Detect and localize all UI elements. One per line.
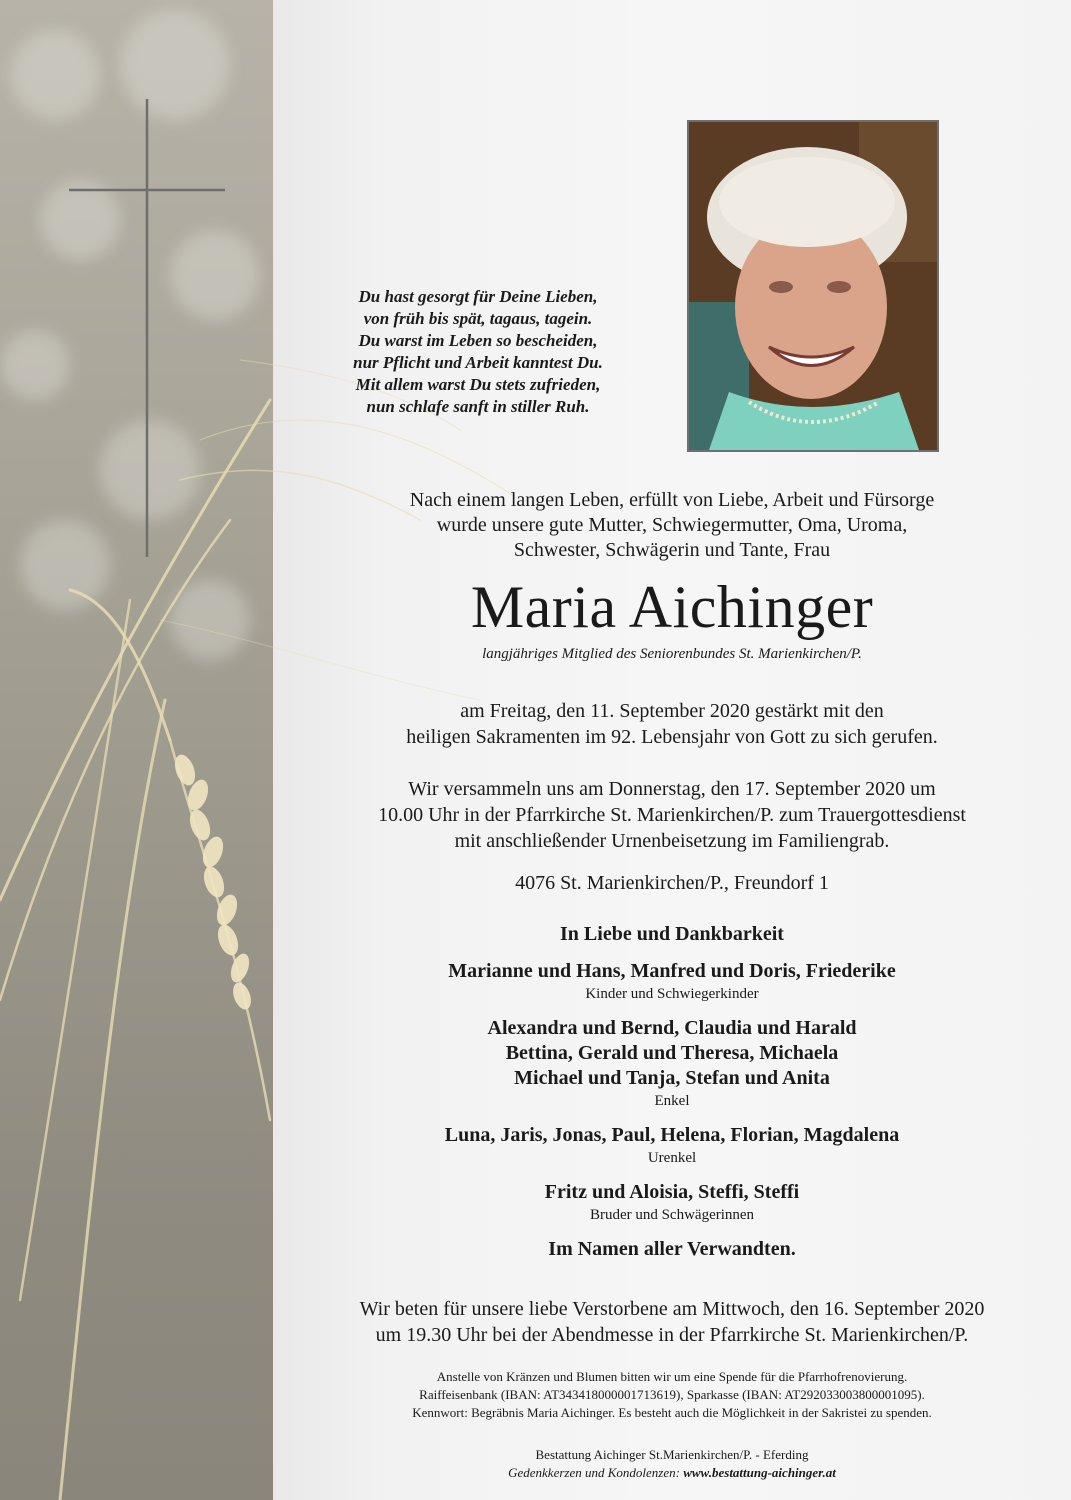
siblings-role: Bruder und Schwägerinnen xyxy=(589,1207,755,1223)
portrait-photo xyxy=(687,120,939,452)
prayer-line: um 19.30 Uhr bei der Abendmesse in der Pfarrkirche St. Marienkirchen/P. xyxy=(375,1324,969,1346)
prayer-line: Wir beten für unsere liebe Verstorbene am Mittwoch, den 16. September 2020 xyxy=(359,1298,985,1320)
intro-line: wurde unsere gute Mutter, Schwiegermutter, Oma, Uroma, xyxy=(436,514,908,536)
mourners-heading: In Liebe und Dankbarkeit xyxy=(560,923,784,945)
funeral-home-name: Bestattung Aichinger St.Marienkirchen/P. - Eferding xyxy=(535,1447,809,1462)
donation-line: Anstelle von Kränzen und Blumen bitten wir um eine Spende für die Pfarrhofrenovierung. xyxy=(436,1369,908,1384)
condolence-label: Gedenkkerzen und Kondolenzen: xyxy=(508,1465,680,1480)
donation-line: Kennwort: Begräbnis Maria Aichinger. Es besteht auch die Möglichkeit in der Sakristei zu spenden. xyxy=(412,1405,932,1420)
poem-line: Du warst im Leben so bescheiden, xyxy=(358,331,598,350)
card-background xyxy=(273,0,1071,1500)
grandchildren-role: Enkel xyxy=(654,1093,690,1109)
memorial-poem xyxy=(300,286,656,418)
poem-line: Mit allem warst Du stets zufrieden, xyxy=(355,375,601,394)
funeral-line: 10.00 Uhr in der Pfarrkirche St. Marienkirchen/P. zum Trauergottesdienst xyxy=(378,804,966,826)
death-notice xyxy=(273,698,1071,750)
website-link[interactable]: www.bestattung-aichinger.at xyxy=(683,1465,836,1480)
donation-note xyxy=(273,1368,1071,1422)
children-names: Marianne und Hans, Manfred und Doris, Friederike xyxy=(448,960,896,982)
poem-line: nur Pflicht und Arbeit kanntest Du. xyxy=(353,353,603,372)
great-grandchildren-role: Urenkel xyxy=(647,1150,697,1166)
address: 4076 St. Marienkirchen/P., Freundorf 1 xyxy=(515,872,829,894)
deceased-name: Maria Aichinger xyxy=(470,574,874,640)
children-role: Kinder und Schwiegerkinder xyxy=(585,986,759,1002)
grandchildren-names: Bettina, Gerald und Theresa, Michaela xyxy=(505,1042,839,1064)
intro-text xyxy=(273,488,1071,563)
death-line: heiligen Sakramenten im 92. Lebensjahr von Gott zu sich gerufen. xyxy=(406,726,938,748)
prayer-notice xyxy=(273,1296,1071,1348)
grandchildren-names: Alexandra und Bernd, Claudia und Harald xyxy=(487,1017,857,1039)
grandchildren-names: Michael und Tanja, Stefan und Anita xyxy=(514,1067,830,1089)
funeral-home-footer xyxy=(273,1446,1071,1482)
funeral-line: Wir versammeln uns am Donnerstag, den 17. September 2020 um xyxy=(408,778,936,800)
siblings-names: Fritz und Aloisia, Steffi, Steffi xyxy=(544,1181,800,1203)
great-grandchildren-names: Luna, Jaris, Jonas, Paul, Helena, Florian, Magdalena xyxy=(444,1124,900,1146)
poem-line: von früh bis spät, tagaus, tagein. xyxy=(363,309,593,328)
donation-line: Raiffeisenbank (IBAN: AT343418000001713619), Sparkasse (IBAN: AT292033003800001095). xyxy=(419,1387,925,1402)
funeral-line: mit anschließender Urnenbeisetzung im Familiengrab. xyxy=(454,830,890,852)
poem-line: nun schlafe sanft in stiller Ruh. xyxy=(366,397,590,416)
membership-note: langjähriges Mitglied des Seniorenbundes St. Marienkirchen/P. xyxy=(482,646,862,662)
funeral-notice xyxy=(273,776,1071,854)
intro-line: Schwester, Schwägerin und Tante, Frau xyxy=(513,539,831,561)
death-line: am Freitag, den 11. September 2020 gestärkt mit den xyxy=(460,700,884,722)
mourners-closing: Im Namen aller Verwandten. xyxy=(548,1238,796,1260)
intro-line: Nach einem langen Leben, erfüllt von Liebe, Arbeit und Fürsorge xyxy=(409,489,935,511)
cross-icon xyxy=(60,95,240,565)
poem-line: Du hast gesorgt für Deine Lieben, xyxy=(358,287,598,306)
mourners-section xyxy=(273,922,1071,1262)
